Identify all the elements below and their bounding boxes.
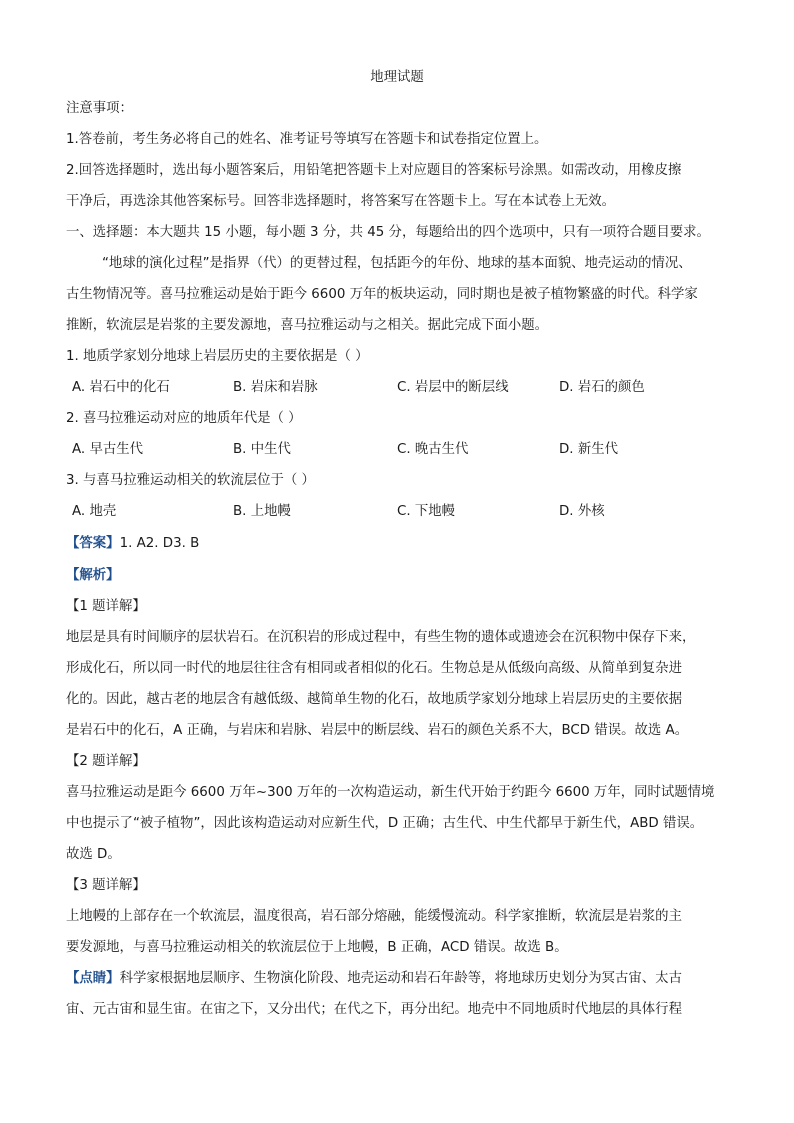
question-3-option-c: C. 下地幔: [397, 504, 456, 519]
question-1-option-a: A. 岩石中的化石: [72, 380, 170, 395]
question-1-option-c: C. 岩层中的断层线: [397, 380, 509, 395]
answer-line: [66, 534, 199, 554]
passage-line: 古生物情况等。喜马拉雅运动是始于距今 6600 万年的板块运动，同时期也是被子植物繁盛的时代。科学家: [66, 287, 698, 302]
tips-line: 宙、元古宙和显生宙。在宙之下，又分出代；在代之下，再分出纪。地壳中不同地质时代地层的具体行程: [66, 1002, 682, 1017]
question-3-option-a: A. 地壳: [72, 504, 117, 519]
tips-label: 【点睛】: [66, 971, 120, 986]
detail-2-line: 中也提示了“被子植物”，因此该构造运动对应新生代，D 正确；古生代、中生代都早于新生代，ABD 错误。: [66, 816, 704, 831]
question-1-stem: 1. 地质学家划分地球上岩层历史的主要依据是（ ）: [66, 349, 369, 364]
question-1-option-d: D. 岩石的颜色: [559, 380, 645, 395]
question-3-option-b: B. 上地幔: [233, 504, 291, 519]
detail-2-line: 喜马拉雅运动是距今 6600 万年~300 万年的一次构造运动，新生代开始于约距今 6600 万年，同时试题情境: [66, 785, 715, 800]
notice-heading: 注意事项：: [66, 101, 133, 116]
detail-3-line: 上地幔的上部存在一个软流层，温度很高，岩石部分熔融，能缓慢流动。科学家推断，软流层是岩浆的主: [66, 909, 682, 924]
detail-1-line: 是岩石中的化石，A 正确，与岩床和岩脉、岩层中的断层线、岩石的颜色关系不大，BCD 错误。故选 A。: [66, 723, 689, 738]
notice-item-1: 1.答卷前，考生务必将自己的姓名、准考证号等填写在答题卡和试卷指定位置上。: [66, 132, 548, 147]
question-2-option-d: D. 新生代: [559, 442, 618, 457]
passage-line: “地球的演化过程”是指界（代）的更替过程，包括距今的年份、地球的基本面貌、地壳运动的情况、: [102, 256, 692, 271]
question-2-option-c: C. 晚古生代: [397, 442, 469, 457]
tips-first-line: 科学家根据地层顺序、生物演化阶段、地壳运动和岩石年龄等，将地球历史划分为冥古宙、太古: [119, 971, 682, 986]
analysis-label: 【解析】: [66, 568, 120, 583]
detail-3-heading: 【3 题详解】: [66, 878, 146, 893]
section-heading: 一、选择题：本大题共 15 小题，每小题 3 分，共 45 分，每题给出的四个选项中，只有一项符合题目要求。: [66, 225, 710, 240]
detail-3-line: 要发源地，与喜马拉雅运动相关的软流层位于上地幔，B 正确，ACD 错误。故选 B。: [66, 940, 568, 955]
question-2-option-b: B. 中生代: [233, 442, 291, 457]
notice-item-2: 2.回答选择题时，选出每小题答案后，用铅笔把答题卡上对应题目的答案标号涂黑。如需改动，用橡皮擦: [66, 163, 682, 178]
question-2-option-a: A. 早古生代: [72, 442, 143, 457]
notice-item-2-cont: 干净后，再选涂其他答案标号。回答非选择题时，将答案写在答题卡上。写在本试卷上无效。: [66, 194, 616, 209]
detail-1-line: 地层是具有时间顺序的层状岩石。在沉积岩的形成过程中，有些生物的遗体或遗迹会在沉积物中保存下来，: [66, 630, 696, 645]
page-title: 地理试题: [370, 70, 424, 85]
detail-1-line: 形成化石，所以同一时代的地层往往含有相同或者相似的化石。生物总是从低级向高级、从简单到复杂进: [66, 661, 682, 676]
detail-1-heading: 【1 题详解】: [66, 599, 146, 614]
question-1-option-b: B. 岩床和岩脉: [233, 380, 318, 395]
passage-line: 推断，软流层是岩浆的主要发源地，喜马拉雅运动与之相关。据此完成下面小题。: [66, 318, 549, 333]
tips-line: [66, 969, 682, 989]
answer-text: 1. A2. D3. B: [119, 536, 200, 551]
detail-1-line: 化的。因此，越古老的地层含有越低级、越简单生物的化石，故地质学家划分地球上岩层历史的主要依据: [66, 692, 682, 707]
detail-2-line: 故选 D。: [66, 847, 121, 862]
detail-2-heading: 【2 题详解】: [66, 754, 146, 769]
answer-label: 【答案】: [66, 536, 120, 551]
question-3-stem: 3. 与喜马拉雅运动相关的软流层位于（ ）: [66, 473, 315, 488]
question-3-option-d: D. 外核: [559, 504, 605, 519]
question-2-stem: 2. 喜马拉雅运动对应的地质年代是（ ）: [66, 411, 302, 426]
